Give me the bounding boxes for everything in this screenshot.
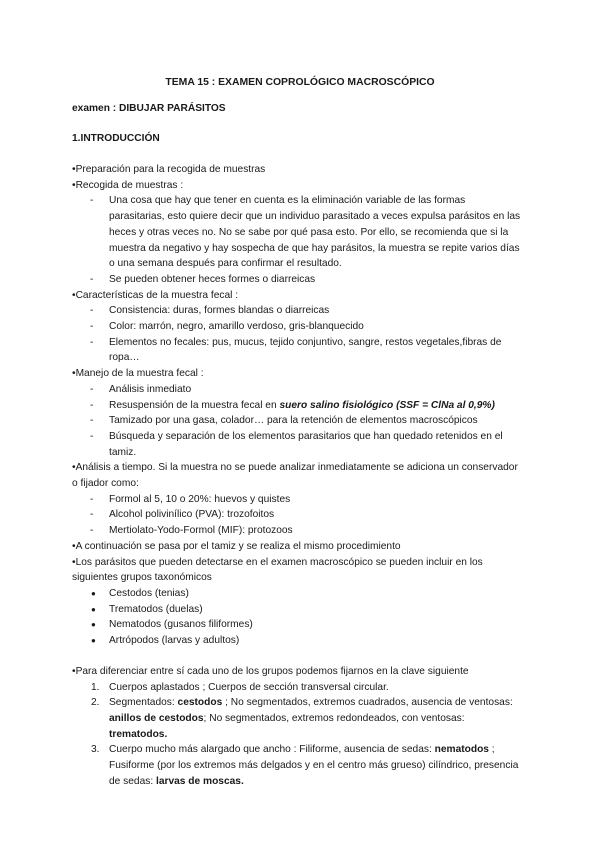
manejo-analisis: Análisis inmediato (109, 383, 192, 395)
list-item (72, 742, 522, 789)
clave-item-3c: ; Fusiforme (por los extremos más delgados y en el centro más grueso) cilíndrico, presencia de sedas: (109, 744, 519, 787)
list-item (72, 413, 522, 429)
document-title: TEMA 15 : EXAMEN COPROLÓGICO MACROSCÓPICO (165, 77, 435, 88)
section-heading: 1.INTRODUCCIÓN (72, 133, 160, 144)
bullet-manejo: •Manejo de la muestra fecal : (72, 368, 204, 380)
clave-item-2c: ; No segmentados, extremos cuadrados, ausencia de ventosas: (222, 697, 513, 709)
dash-marker: - (90, 509, 94, 521)
dash-marker: - (90, 525, 94, 537)
bullet-parasitos: •Los parásitos que pueden detectarse en el examen macroscópico se pueden incluir en los siguientes grupos taxonómicos (72, 556, 483, 584)
dash-marker: - (90, 430, 94, 442)
clave-item-2a: Segmentados: (109, 697, 178, 709)
list-item (72, 398, 522, 414)
conservador-text: Mertiolato-Yodo-Formol (MIF): protozoos (109, 525, 293, 537)
list-item (72, 272, 522, 288)
bullet-dot-icon: ● (91, 636, 96, 646)
dash-marker: - (90, 305, 94, 317)
list-item (72, 193, 522, 272)
dash-marker: - (90, 321, 94, 333)
list-item (72, 429, 522, 460)
bullet-caracteristicas: •Características de la muestra fecal : (72, 289, 239, 301)
list-item (72, 303, 522, 319)
list-item (72, 586, 522, 602)
bullet-dot-icon: ● (91, 604, 96, 614)
spacer (72, 649, 522, 664)
section-body (72, 162, 522, 789)
grupo-text: Cestodos (tenias) (109, 587, 189, 599)
manejo-busqueda: Búsqueda y separación de los elementos parasitarios que han quedado retenidos en el tamiz. (109, 430, 503, 458)
list-item (72, 633, 522, 649)
list-item (72, 507, 522, 523)
list-item (72, 523, 522, 539)
number-marker: 1. (91, 681, 100, 693)
dash-marker: - (90, 415, 94, 427)
recogida-item-text: Una cosa que hay que tener en cuenta es la eliminación variable de las formas parasitarias, esto quiere decir que un individuo parasitado a veces expulsa parásitos en las heces y otras veces no. No se sabe por qué pasa esto. Por ello, se recomienda que si la muestra da negativo y hay sospecha de que hay parásitos, la muestra se repite varios días o una semana después para confirmar el resultado. (109, 195, 521, 270)
dash-marker: - (90, 195, 94, 207)
bullet-analisis-tiempo: •Análisis a tiempo. Si la muestra no se puede analizar inmediatamente se adiciona un conservador o fijador como: (72, 462, 518, 490)
caracteristica-text: Color: marrón, negro, amarillo verdoso, gris-blanquecido (109, 321, 364, 333)
clave-trematodos: trematodos. (109, 728, 168, 740)
document-subtitle: examen : DIBUJAR PARÁSITOS (72, 103, 226, 114)
list-item (72, 617, 522, 633)
bullet-preparacion: •Preparación para la recogida de muestras (72, 164, 266, 175)
manejo-tamizado: Tamizado por una gasa, colador… para la retención de elementos macroscópicos (109, 415, 478, 427)
list-item (72, 492, 522, 508)
grupo-text: Artrópodos (larvas y adultos) (109, 635, 240, 647)
grupo-text: Trematodos (duelas) (109, 603, 203, 615)
list-item (72, 319, 522, 335)
list-item (72, 695, 522, 742)
list-item (72, 602, 522, 618)
list-item (72, 382, 522, 398)
dash-marker: - (90, 493, 94, 505)
manejo-resuspension-prefix: Resuspensión de la muestra fecal en (109, 399, 280, 411)
clave-item-2e: ; No segmentados, extremos redondeados, con ventosas: (203, 712, 465, 724)
list-item (72, 680, 522, 696)
list-item (72, 335, 522, 366)
bullet-dot-icon: ● (91, 620, 96, 630)
number-marker: 2. (91, 697, 100, 709)
grupo-text: Nematodos (gusanos filiformes) (109, 619, 253, 631)
clave-nematodos: nematodos (434, 744, 489, 756)
bullet-dot-icon: ● (91, 588, 96, 598)
manejo-resuspension-emphasis: suero salino fisiológico (SSF = ClNa al 0,9%) (279, 399, 495, 411)
bullet-continuacion: •A continuación se pasa por el tamiz y se realiza el mismo procedimiento (72, 540, 401, 552)
clave-cestodos: cestodos (177, 697, 223, 709)
conservador-text: Alcohol polivinílico (PVA): trozofoitos (109, 509, 275, 521)
caracteristica-text: Elementos no fecales: pus, mucus, tejido conjuntivo, sangre, restos vegetales,fibras de ropa… (109, 336, 502, 364)
clave-item-3a: Cuerpo mucho más alargado que ancho : Filiforme, ausencia de sedas: (109, 744, 435, 756)
number-marker: 3. (91, 744, 100, 756)
bullet-diferenciar: •Para diferenciar entre sí cada uno de los grupos podemos fijarnos en la clave siguiente (72, 665, 469, 677)
dash-marker: - (90, 336, 94, 348)
conservador-text: Formol al 5, 10 o 20%: huevos y quistes (109, 493, 291, 505)
dash-marker: - (90, 399, 94, 411)
dash-marker: - (90, 383, 94, 395)
dash-marker: - (90, 273, 94, 285)
clave-anillos: anillos de cestodos (109, 712, 204, 724)
bullet-recogida: •Recogida de muestras : (72, 179, 184, 191)
clave-item-1: Cuerpos aplastados ; Cuerpos de sección transversal circular. (109, 681, 389, 693)
recogida-item-text: Se pueden obtener heces formes o diarreicas (109, 273, 316, 285)
clave-larvas: larvas de moscas. (156, 775, 244, 787)
caracteristica-text: Consistencia: duras, formes blandas o diarreicas (109, 305, 330, 317)
